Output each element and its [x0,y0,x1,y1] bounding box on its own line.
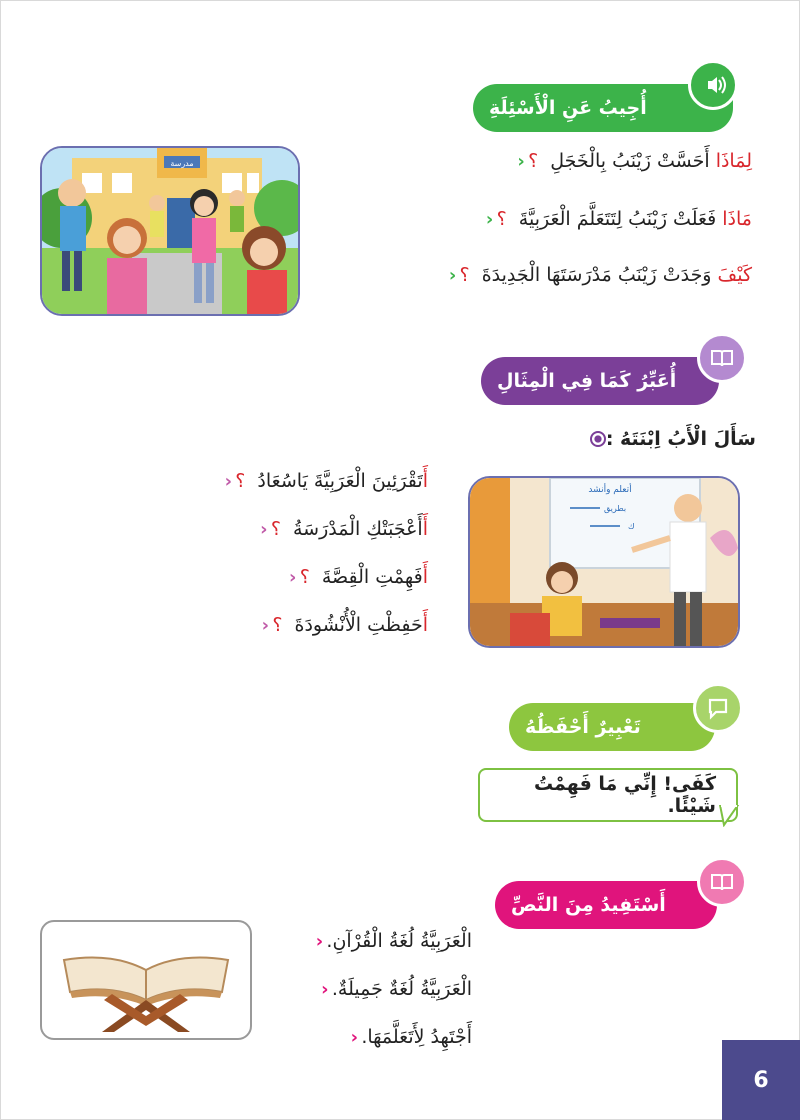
open-book-icon [708,868,736,896]
chevron-icon: ‹ [448,264,457,286]
section-phrase-title: تَعْبِيرٌ أَحْفَظُهُ [525,716,641,738]
school-children-illustration [40,146,300,316]
section-answer-title: أُجِيبُ عَنِ الْأَسْئِلَةِ [489,97,647,119]
benefit-item: ‹ أَجْتَهِدُ لِأَتَعَلَّمَهَا. [335,1026,472,1048]
chevron-icon: ‹ [485,208,494,230]
board-word: بطريق [603,504,627,513]
benefit-item: ‹ الْعَرَبِيَّةُ لُغَةٌ جَمِيلَةٌ. [306,978,472,1000]
bubble-tail [718,805,742,827]
chevron-icon: ‹ [260,518,268,540]
classroom-illustration [468,476,740,648]
section-benefit-header [495,881,717,929]
express-intro: سَأَلَ الْأَبُ اِبْنَتَهُ : [578,428,756,450]
board-letter: ك [628,522,635,531]
section-phrase-header [509,703,715,751]
chevron-icon: ‹ [350,1026,359,1048]
section-benefit-title: أَسْتَفِيدُ مِنَ النَّصِّ [511,894,666,916]
phrase-bubble [478,768,738,822]
speech-bubble-icon [704,694,732,722]
speaker-icon [699,71,727,99]
question-text: كَيْفَ وَجَدَتْ زَيْنَبُ مَدْرَسَتَهَا الْجَدِيدَةَ ؟ [459,264,752,286]
express-item: ‹ أَفَهِمْتِ الْقِصَّةَ ؟ [274,566,428,588]
chevron-icon: ‹ [261,614,270,636]
bullet-icon [590,431,606,447]
board-title: أتعلم وأنشد [588,485,632,495]
benefit-item: ‹ الْعَرَبِيَّةُ لُغَةُ الْقُرْآنِ. [300,930,472,952]
chevron-icon: ‹ [288,566,297,588]
chevron-icon: ‹ [315,930,324,952]
question-text: مَاذَا فَعَلَتْ زَيْنَبُ لِتَتَعَلَّمَ الْعَرَبِيَّةَ ؟ [496,208,752,230]
school-sign: مدرسة [170,159,194,168]
express-item: ‹ أَحَفِظْتِ الْأُنْشُودَةَ ؟ [246,614,428,636]
question-row [471,208,752,230]
speech-bubble-icon-badge[interactable] [693,683,743,733]
question-row [434,264,752,286]
open-book-icon-badge[interactable] [697,333,747,383]
chevron-icon: ‹ [517,150,525,172]
section-express-title: أُعَبِّرُ كَمَا فِي الْمِثَالِ [497,370,677,392]
open-book-icon-badge[interactable] [697,857,747,907]
question-row [502,150,752,172]
section-express-header [481,357,719,405]
phrase-text: كَفَى! إِنِّي مَا فَهِمْتُ شَيْئًا. [533,773,716,817]
speaker-icon-badge[interactable] [688,60,738,110]
open-book-icon [708,344,736,372]
chevron-icon: ‹ [224,470,232,492]
express-item: ‹ أَتَقْرَئِينَ الْعَرَبِيَّةَ يَاسُعَادُ ؟ [209,470,428,492]
quran-stand-illustration [40,920,252,1040]
chevron-icon: ‹ [321,978,329,1000]
question-text: لِمَاذَا أَحَسَّتْ زَيْنَبُ بِالْخَجَلِ ؟ [528,150,752,172]
page-number: 6 [722,1040,800,1120]
express-item: ‹ أَأَعْجَبَتْكِ الْمَدْرَسَةُ ؟ [245,518,428,540]
